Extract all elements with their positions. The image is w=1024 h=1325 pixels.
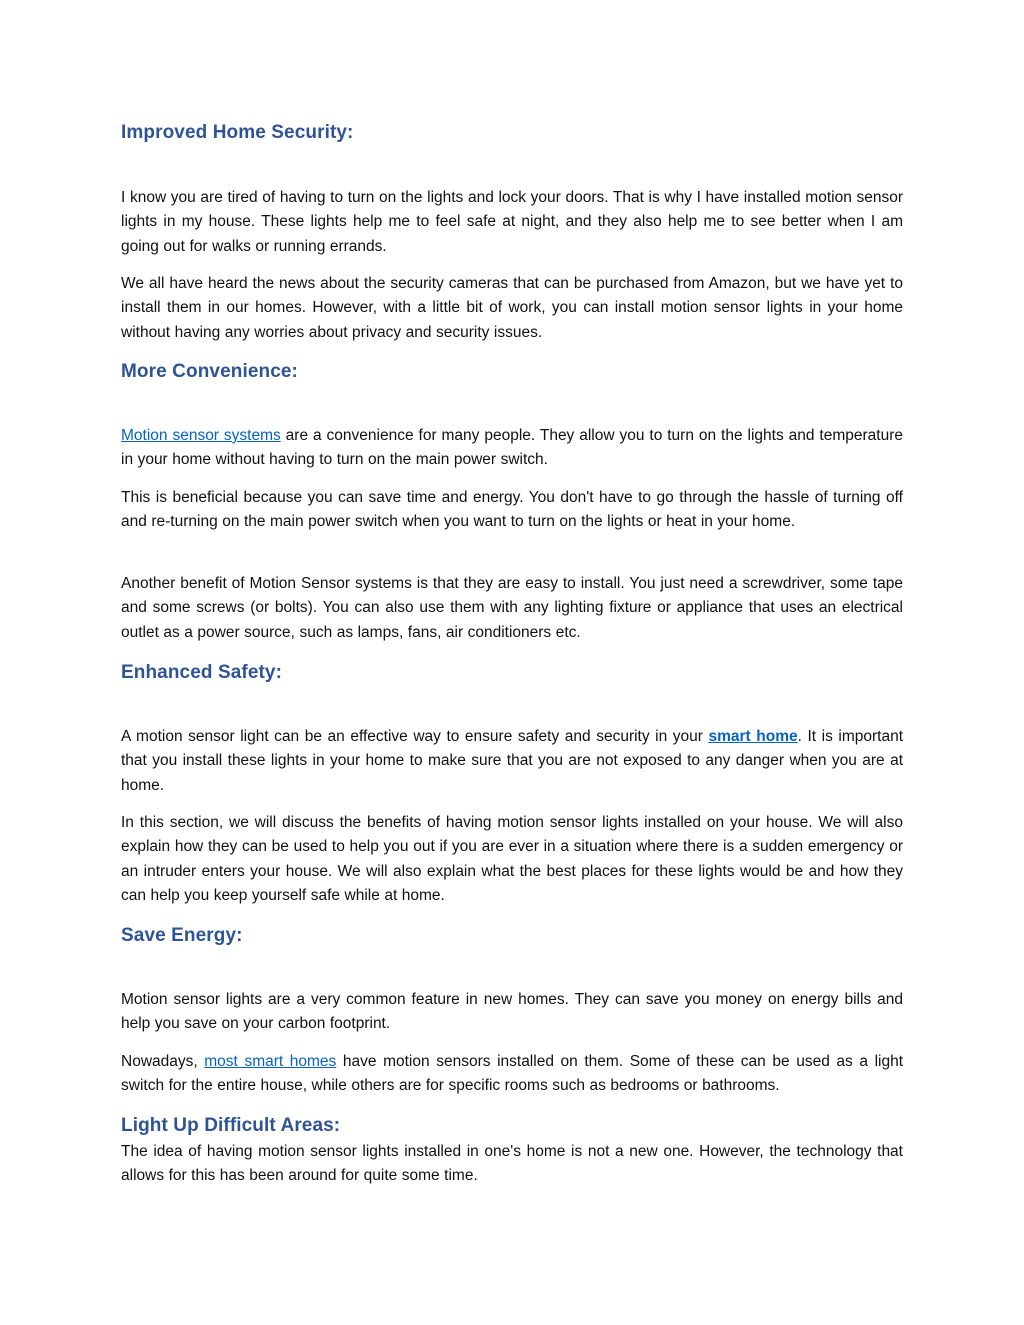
paragraph-text: . It is important that you install these lights in your home to make sure that you are not exposed to any danger when you are at home.: [121, 728, 904, 794]
heading-light-up-difficult-areas: Light Up Difficult Areas:: [121, 1115, 341, 1136]
paragraph: [121, 424, 903, 473]
paragraph-text: have motion sensors installed on them. Some of these can be used as a light switch for the entire house, while others are for specific rooms such as bedrooms or bathrooms.: [121, 1053, 904, 1095]
heading-improved-home-security: Improved Home Security:: [121, 122, 354, 143]
paragraph: We all have heard the news about the security cameras that can be purchased from Amazon, but we have yet to install them in our homes. However, with a little bit of work, you can install motion sensor lights in your home without having any worries about privacy and security issues.: [121, 275, 903, 341]
paragraph-text: A motion sensor light can be an effective way to ensure safety and security in your: [121, 728, 709, 745]
paragraph: [121, 1050, 903, 1099]
heading-enhanced-safety: Enhanced Safety:: [121, 662, 283, 683]
heading-save-energy: Save Energy:: [121, 925, 243, 946]
paragraph-text: Nowadays,: [121, 1053, 205, 1070]
smart-home-link[interactable]: smart home: [708, 728, 798, 745]
motion-sensor-systems-link[interactable]: Motion sensor systems: [121, 427, 281, 444]
most-smart-homes-link[interactable]: most smart homes: [204, 1053, 337, 1070]
paragraph: [121, 725, 903, 798]
paragraph: Motion sensor lights are a very common feature in new homes. They can save you money on energy bills and help you save on your carbon footprint.: [121, 991, 903, 1033]
paragraph: This is beneficial because you can save time and energy. You don't have to go through the hassle of turning off and re-turning on the main power switch when you want to turn on the lights or heat in your home.: [121, 489, 903, 531]
paragraph: The idea of having motion sensor lights installed in one's home is not a new one. However, the technology that allows for this has been around for quite some time.: [121, 1143, 903, 1185]
paragraph: I know you are tired of having to turn on the lights and lock your doors. That is why I have installed motion sensor lights in my house. These lights help me to feel safe at night, and they also help me to see better when I am going out for walks or running errands.: [121, 189, 903, 255]
heading-more-convenience: More Convenience:: [121, 361, 298, 382]
paragraph: In this section, we will discuss the benefits of having motion sensor lights installed on your house. We will also explain how they can be used to help you out if you are ever in a situation where there is a sudden emergency or an intruder enters your house. We will also explain what the best places for these lights would be and how they can help you keep yourself safe while at home.: [121, 814, 903, 904]
paragraph-text: are a convenience for many people. They allow you to turn on the lights and temperature in your home without having to turn on the main power switch.: [121, 427, 903, 469]
paragraph: Another benefit of Motion Sensor systems is that they are easy to install. You just need a screwdriver, some tape and some screws (or bolts). You can also use them with any lighting fixture or appliance that uses an electrical outlet as a power source, such as lamps, fans, air conditioners etc.: [121, 575, 903, 641]
